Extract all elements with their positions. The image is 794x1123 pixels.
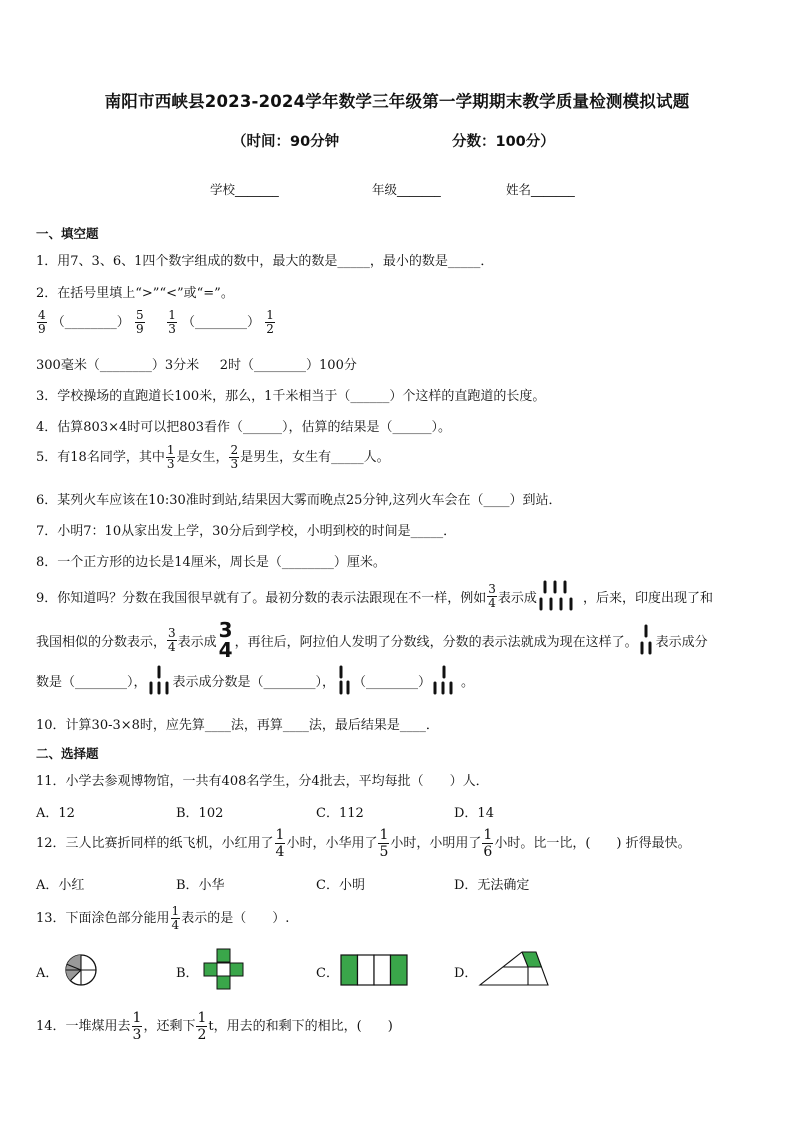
fraction: $\frac{1}{2}$ bbox=[197, 1010, 207, 1043]
question-9-line1: 9．你知道吗？分数在我国很早就有了。最初分数的表示法跟现在不一样，例如 $\frac{3}{4}$ 表示成 ，后来，印度出现了和 bbox=[36, 580, 713, 612]
fraction: $\frac{1}{6}$ bbox=[483, 827, 493, 860]
question-5: 5．有18名同学，其中 $\frac{1}{3}$ 是女生， $\frac{2}{3}$ 是男生，女生有_____人。 bbox=[36, 443, 390, 471]
option-d[interactable]: D． bbox=[454, 966, 478, 981]
school-field: 学校_______ bbox=[210, 182, 279, 197]
option-d[interactable]: D．14 bbox=[454, 806, 494, 821]
fraction: $\frac{1}{3}$ bbox=[168, 308, 176, 336]
option-b[interactable]: B．102 bbox=[176, 806, 224, 821]
fraction: $\frac{1}{3}$ bbox=[166, 443, 175, 471]
rod-numeral-icon bbox=[431, 665, 461, 695]
cross-figure-icon[interactable] bbox=[202, 948, 246, 992]
question-3: 3．学校操场的直跑道长100米，那么，1千米相当于（______）个这样的直跑道的长度。 bbox=[36, 389, 546, 404]
fraction: $\frac{2}{3}$ bbox=[230, 443, 239, 471]
question-9-line3: 数是（________）， 表示成分数是（________）， （________） 。 bbox=[36, 665, 474, 695]
answer-blank: （________） bbox=[51, 315, 130, 330]
section-multiple-choice: 二、选择题 bbox=[36, 746, 99, 761]
section-fill-blank: 一、填空题 bbox=[36, 226, 99, 241]
question-2-fractions bbox=[36, 309, 276, 336]
trapezoid-figure-icon[interactable] bbox=[478, 950, 550, 988]
question-6: 6．某列火车应该在10:30准时到站,结果因大雾而晚点25分钟,这列火车会在（____）到站． bbox=[36, 493, 562, 508]
fraction: $\frac{1}{5}$ bbox=[379, 827, 389, 860]
question-2: 2．在括号里填上“>”“<”或“=”。 bbox=[36, 286, 234, 301]
fraction: $\frac{5}{9}$ bbox=[135, 308, 144, 336]
option-d[interactable]: D．无法确定 bbox=[454, 878, 530, 893]
pie-figure-icon[interactable] bbox=[64, 953, 98, 987]
question-4: 4．估算803×4时可以把803看作（______），估算的结果是（______）。 bbox=[36, 420, 452, 435]
option-c[interactable]: C．小明 bbox=[316, 878, 365, 893]
option-a[interactable]: A． bbox=[36, 966, 59, 981]
question-9-line2: 我国相似的分数表示， $\frac{3}{4}$ 表示成 3 4 ，再往后，阿拉伯人发明了分数线，分数的表示法就成为现在这样了。 表示成分 bbox=[36, 618, 708, 662]
compare-mm: 300毫米（________）3分米 bbox=[36, 358, 200, 373]
fraction: $\frac{1}{2}$ bbox=[266, 308, 274, 336]
question-13: 13．下面涂色部分能用 $\frac{1}{4}$ 表示的是（ ）. bbox=[36, 904, 290, 932]
option-c[interactable]: C． bbox=[316, 966, 339, 981]
option-b[interactable]: B． bbox=[176, 966, 199, 981]
fraction: $\frac{4}{9}$ bbox=[38, 308, 46, 336]
question-12: 12．三人比赛折同样的纸飞机，小红用了 $\frac{1}{4}$ 小时，小华用了 $\frac{1}{5}$ 小时，小明用了 $\frac{1}{6}$ 小时。比一比，( ) 折得最快。 bbox=[36, 827, 691, 860]
fraction: $\frac{3}{4}$ bbox=[488, 581, 496, 610]
rod-numeral-icon bbox=[537, 580, 583, 612]
exam-score: 分数：100分） bbox=[452, 134, 555, 150]
grade-field: 年级_______ bbox=[372, 182, 441, 197]
question-14: 14．一堆煤用去 $\frac{1}{3}$ ，还剩下 $\frac{1}{2}$ t，用去的和剩下的相比，( ) bbox=[36, 1010, 393, 1043]
fraction: $\frac{3}{4}$ bbox=[168, 625, 176, 654]
question-1: 1．用7、3、6、1四个数字组成的数中，最大的数是_____，最小的数是_____． bbox=[36, 254, 494, 269]
name-field: 姓名_______ bbox=[506, 182, 575, 197]
fraction: $\frac{1}{3}$ bbox=[132, 1010, 142, 1043]
indian-fraction-icon: 3 4 bbox=[218, 618, 233, 662]
option-a[interactable]: A．12 bbox=[36, 806, 75, 821]
rod-numeral-icon bbox=[147, 665, 173, 695]
question-8: 8．一个正方形的边长是14厘米，周长是（________）厘米。 bbox=[36, 555, 386, 570]
option-c[interactable]: C．112 bbox=[316, 806, 364, 821]
option-a[interactable]: A．小红 bbox=[36, 878, 85, 893]
rod-numeral-icon bbox=[638, 624, 656, 656]
answer-blank: （________） bbox=[182, 315, 261, 330]
question-11: 11．小学去参观博物馆，一共有408名学生，分4批去，平均每批（ ）人． bbox=[36, 774, 489, 789]
rod-numeral-icon bbox=[335, 665, 353, 695]
fraction: $\frac{1}{4}$ bbox=[171, 904, 180, 932]
fraction: $\frac{1}{4}$ bbox=[275, 827, 285, 860]
page-title: 南阳市西峡县2023-2024学年数学三年级第一学期期末教学质量检测模拟试题 bbox=[104, 92, 690, 111]
question-2-line2 bbox=[36, 354, 357, 373]
bar-figure-icon[interactable] bbox=[340, 954, 408, 986]
exam-time: （时间：90分钟 bbox=[232, 134, 340, 150]
option-b[interactable]: B．小华 bbox=[176, 878, 225, 893]
question-10: 10．计算30-3×8时，应先算____法，再算____法，最后结果是____． bbox=[36, 718, 439, 733]
question-7: 7．小明7：10从家出发上学，30分后到学校，小明到校的时间是_____． bbox=[36, 524, 457, 539]
compare-hour: 2时（________）100分 bbox=[219, 358, 357, 373]
